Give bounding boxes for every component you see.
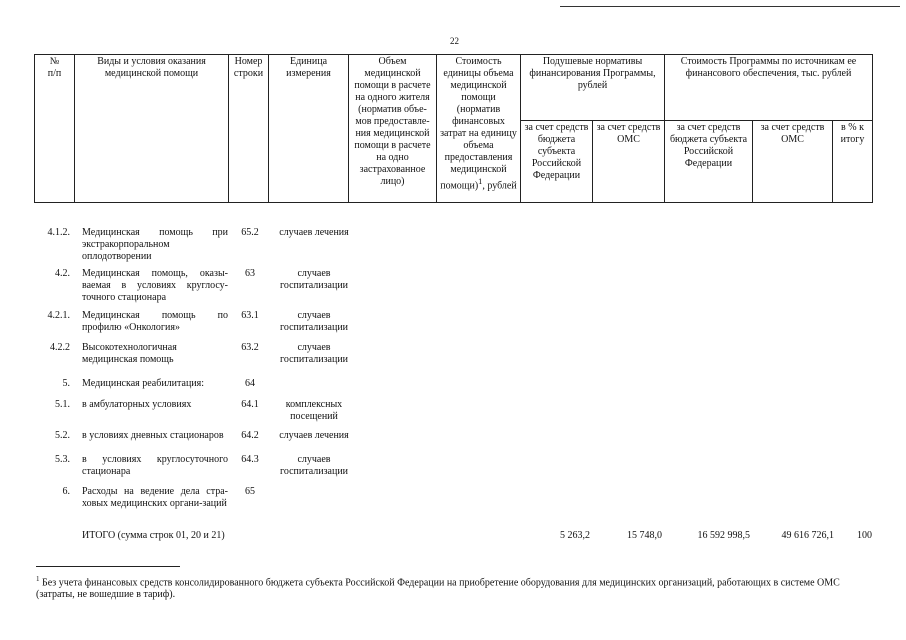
header-program-cost: Стоимость Программы по источникам ее финансового обеспечения, тыс. рублей bbox=[665, 55, 873, 121]
row-unit: случаев госпитализации bbox=[279, 454, 349, 477]
row-line: 63.1 bbox=[241, 310, 259, 321]
row-name: Расходы на ведение дела стра-ховых медицинских органи-заций bbox=[82, 486, 228, 509]
footnote-mark: 1 bbox=[36, 575, 40, 583]
header-cost: Стоимость единицы объема медицинской помощи (норматив финансовых затрат на единицу объема предоставления медицинской помощи)$^1$, рублей bbox=[437, 55, 521, 203]
footnote-separator bbox=[36, 566, 180, 567]
row-line: 65.2 bbox=[241, 227, 259, 238]
row-name: в условиях круглосуточного стационара bbox=[82, 454, 228, 477]
header-unit: Единица измерения bbox=[269, 55, 349, 203]
header-pc-budget: за счет средств бюджета субъекта Российской Федерации bbox=[521, 121, 593, 203]
header-kinds: Виды и условия оказания медицинской помощи bbox=[75, 55, 229, 203]
row-name: Медицинская помощь по профилю «Онкология» bbox=[82, 310, 228, 333]
row-line: 64.1 bbox=[241, 399, 259, 410]
page-number: 22 bbox=[450, 36, 459, 46]
row-line: 63.2 bbox=[241, 342, 259, 353]
total-prog-budget: 16 592 998,5 bbox=[697, 530, 750, 541]
total-prog-oms: 49 616 726,1 bbox=[781, 530, 834, 541]
total-label: ИТОГО (сумма строк 01, 20 и 21) bbox=[82, 530, 225, 541]
row-unit: случаев госпитализации bbox=[279, 342, 349, 365]
header-cost-text: Стоимость единицы объема медицинской помощи (норматив финансовых затрат на единицу объема предоставления медицинской помощи) bbox=[440, 56, 517, 192]
row-name: Медицинская помощь, оказы-ваемая в условиях круглосу-точного стационара bbox=[82, 268, 228, 303]
header-prog-oms: за счет средств ОМС bbox=[753, 121, 833, 203]
header-volume: Объем медицинской помощи в расчете на одного жителя (норматив объе-мов предоставле-ния медицинской помощи в расчете на одно застрахованное лицо) bbox=[349, 55, 437, 203]
header-pc-oms: за счет средств ОМС bbox=[593, 121, 665, 203]
row-num: 4.1.2. bbox=[47, 227, 70, 238]
row-num: 4.2. bbox=[55, 268, 70, 279]
header-line: Номер строки bbox=[229, 55, 269, 203]
row-unit: случаев лечения bbox=[279, 430, 349, 441]
row-num: 5.2. bbox=[55, 430, 70, 441]
row-name: Медицинская помощь при экстракорпоральном оплодотворении bbox=[82, 227, 228, 262]
row-name: в амбулаторных условиях bbox=[82, 399, 192, 410]
row-name: Медицинская реабилитация: bbox=[82, 378, 205, 389]
header-num: № п/п bbox=[35, 55, 75, 203]
row-line: 64.3 bbox=[241, 454, 259, 465]
row-num: 4.2.2 bbox=[50, 342, 70, 353]
row-name: в условиях дневных стационаров bbox=[82, 430, 224, 441]
row-line: 63 bbox=[245, 268, 255, 279]
row-num: 6. bbox=[62, 486, 70, 497]
footnote-text: Без учета финансовых средств консолидированного бюджета субъекта Российской Федерации на приобретение оборудования для медицинских организаций, работающих в системе ОМС (затраты, не вошедшие в тариф). bbox=[36, 577, 840, 601]
row-unit: случаев госпитализации bbox=[279, 268, 349, 291]
header-per-capita: Подушевые нормативы финансирования Программы, рублей bbox=[521, 55, 665, 121]
header-prog-budget: за счет средств бюджета субъекта Российской Федерации bbox=[665, 121, 753, 203]
row-num: 5.1. bbox=[55, 399, 70, 410]
total-pc-budget: 5 263,2 bbox=[560, 530, 590, 541]
footnote bbox=[36, 573, 881, 601]
row-num: 5. bbox=[62, 378, 70, 389]
total-pc-oms: 15 748,0 bbox=[627, 530, 662, 541]
row-line: 64.2 bbox=[241, 430, 259, 441]
row-name: Высокотехнологичная медицинская помощь bbox=[82, 342, 177, 365]
row-line: 65 bbox=[245, 486, 255, 497]
row-line: 64 bbox=[245, 378, 255, 389]
row-num: 4.2.1. bbox=[47, 310, 70, 321]
total-prog-pct: 100 bbox=[857, 530, 872, 541]
row-unit: случаев лечения bbox=[279, 227, 349, 238]
row-num: 5.3. bbox=[55, 454, 70, 465]
row-unit: комплексных посещений bbox=[285, 399, 343, 422]
row-unit: случаев госпитализации bbox=[279, 310, 349, 333]
header-prog-pct: в % к итогу bbox=[833, 121, 873, 203]
header-cost-unit: рублей bbox=[487, 180, 517, 192]
